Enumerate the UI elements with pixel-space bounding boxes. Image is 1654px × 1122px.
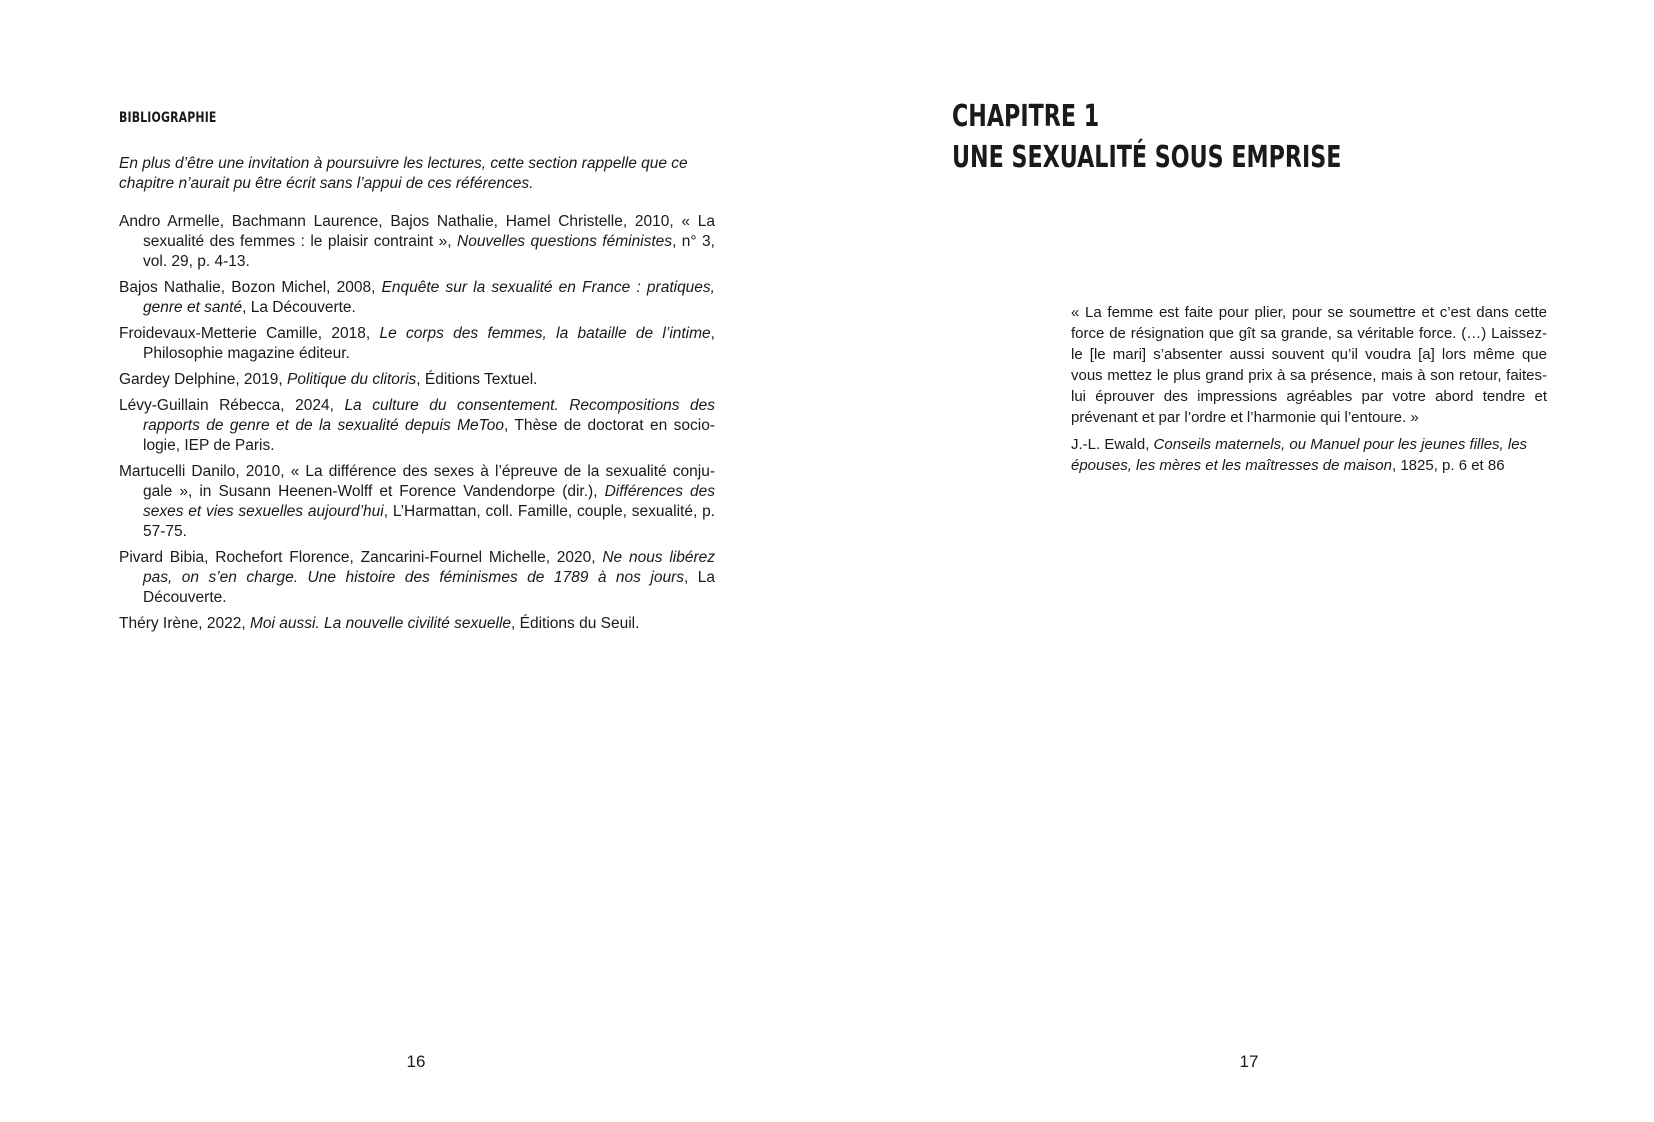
entry-text: , Éditions du Seuil. [511,615,640,632]
bibliography-entry [119,370,715,390]
entry-text: , Philosophie magazine éditeur. [143,325,715,362]
bibliography-list [119,212,715,640]
entry-title: Politique du clitoris [287,371,417,388]
bibliography-heading: BIBLIOGRAPHIE [119,110,217,126]
chapter-title [952,96,1341,178]
entry-title: Enquête sur la sexualité en France : pratiques, genre et santé [143,279,715,316]
entry-text: , La Découverte. [242,299,356,316]
bibliography-entry [119,548,715,608]
entry-title: Nouvelles questions féministes [457,233,673,250]
epigraph-source [1071,434,1547,476]
page-number-right: 17 [1239,1052,1259,1071]
entry-title: Ne nous libérez pas, on s’en charge. Une histoire des féminismes de 1789 à nos jours [143,549,715,586]
entry-text: Théry Irène, 2022, [119,615,250,632]
bibliography-entry [119,614,715,634]
entry-text: Martucelli Danilo, 2010, « La différence des sexes à l’épreuve de la sexualité conjugale », in Susann Heenen-Wolff et Forence Vandendorpe (dir.), [119,463,715,500]
entry-text: , L’Harmattan, coll. Famille, couple, sexualité, p. 57-75. [143,503,715,540]
epigraph-quote: « La femme est faite pour plier, pour se soumettre et c’est dans cette force de résignation que gît sa grande, sa véritable force. (…) Laissez-le [le mari] s’absenter aussi souvent qu’il voudra [a] lors même que vous mettez le plus grand prix à sa présence, mais à son retour, faites-lui éprouver des impressions agréables par votre abord tendre et prévenant et par l’ordre et l’harmonie qui l’entoure. » [1071,304,1547,426]
entry-title: Moi aussi. La nouvelle civilité sexuelle [249,615,512,632]
entry-text: , Éditions Textuel. [416,371,538,388]
bibliography-entry [119,212,715,272]
entry-text: , n° 3, vol. 29, p. 4-13. [143,233,715,270]
chapter-name: UNE SEXUALITÉ SOUS EMPRISE [952,140,1342,175]
entry-text: Andro Armelle, Bachmann Laurence, Bajos Nathalie, Hamel Christelle, 2010, « La sexualité des femmes : le plaisir contraint », [119,213,715,250]
entry-title: Le corps des femmes, la bataille de l’intime [379,325,711,342]
bibliography-entry [119,324,715,364]
entry-text: , Thèse de doctorat en sociologie, IEP de Paris. [143,417,715,454]
entry-text: Gardey Delphine, 2019, [119,371,288,388]
bibliography-entry [119,462,715,542]
page-number-left: 16 [406,1052,426,1071]
epigraph-ref: , 1825, p. 6 et 86 [1391,457,1505,474]
epigraph [1071,302,1547,476]
bibliography-entry [119,278,715,318]
entry-text: Bajos Nathalie, Bozon Michel, 2008, [119,279,382,296]
bibliography-intro: En plus d’être une invitation à poursuivre les lectures, cette section rappelle que ce chapitre n’aurait pu être écrit sans l’appui de ces références. [119,155,688,192]
chapter-number: CHAPITRE 1 [952,99,1100,134]
epigraph-title: Conseils maternels, ou Manuel pour les jeunes filles, les épouses, les mères et les maîtresses de maison [1071,436,1528,474]
entry-title: Différences des sexes et vies sexuelles aujourd’hui [143,483,715,520]
entry-text: Pivard Bibia, Rochefort Florence, Zancarini-Fournel Michelle, 2020, [119,549,603,566]
entry-title: La culture du consentement. Recompositions des rapports de genre et de la sexualité depuis MeToo [143,397,715,434]
right-page [827,0,1654,1122]
bibliography-entry [119,396,715,456]
entry-text: Lévy-Guillain Rébecca, 2024, [119,397,345,414]
entry-text: , La Découverte. [143,569,715,606]
entry-text: Froidevaux-Metterie Camille, 2018, [119,325,380,342]
epigraph-author: J.-L. Ewald, [1071,436,1154,453]
